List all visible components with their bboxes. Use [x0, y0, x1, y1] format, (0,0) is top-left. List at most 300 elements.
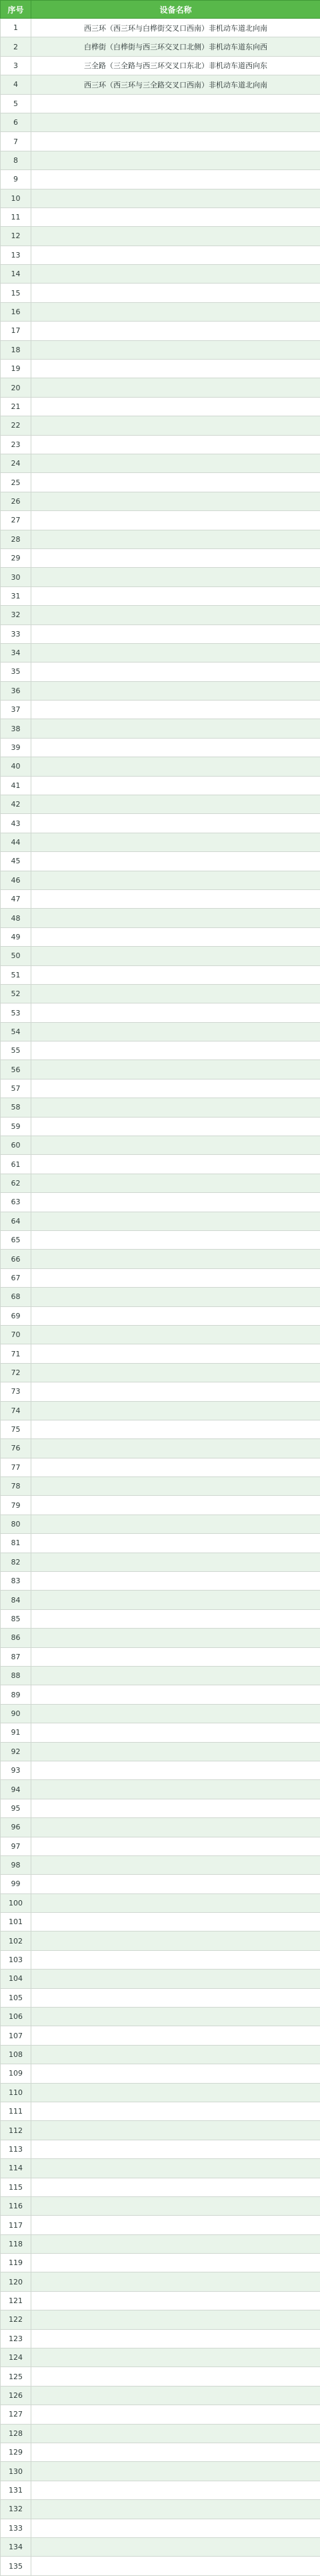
header-row: [1, 1, 320, 19]
device-name-cell: [31, 1818, 320, 1837]
row-number: 102: [1, 1931, 31, 1950]
table-row: [1, 643, 320, 662]
table-row: [1, 207, 320, 226]
row-number: 27: [1, 511, 31, 530]
device-name-cell: [31, 94, 320, 113]
table-row: [1, 1136, 320, 1155]
row-number: 59: [1, 1117, 31, 1136]
device-name-cell: [31, 1572, 320, 1591]
device-name-cell: [31, 151, 320, 169]
row-number: 29: [1, 548, 31, 567]
device-name-cell: [31, 2291, 320, 2310]
table-row: [1, 2234, 320, 2253]
table-row: [1, 871, 320, 889]
table-row: [1, 1003, 320, 1022]
device-name-cell: [31, 2159, 320, 2178]
row-number: 89: [1, 1685, 31, 1704]
device-name-cell: [31, 548, 320, 567]
device-name-cell: [31, 1666, 320, 1685]
table-row: [1, 548, 320, 567]
device-name-cell: [31, 1420, 320, 1438]
device-name-cell: [31, 1079, 320, 1098]
row-number: 119: [1, 2254, 31, 2272]
device-name-cell: [31, 1837, 320, 1855]
device-name-cell: [31, 2216, 320, 2234]
row-number: 86: [1, 1629, 31, 1647]
device-name-cell: [31, 1117, 320, 1136]
table-row: [1, 1837, 320, 1855]
device-name-cell: [31, 984, 320, 1003]
table-row: [1, 1572, 320, 1591]
table-row: [1, 2254, 320, 2272]
device-name-cell: [31, 738, 320, 757]
table-row: [1, 681, 320, 700]
row-number: 87: [1, 1647, 31, 1666]
row-number: 128: [1, 2424, 31, 2443]
device-name-cell: [31, 757, 320, 776]
row-number: 30: [1, 568, 31, 586]
table-row: [1, 1306, 320, 1325]
row-number: 61: [1, 1155, 31, 1174]
device-name-cell: [31, 1250, 320, 1268]
table-row: [1, 360, 320, 378]
row-number: 22: [1, 416, 31, 435]
table-row: [1, 2329, 320, 2348]
row-number: 16: [1, 302, 31, 321]
table-row: [1, 1212, 320, 1230]
table-row: [1, 2083, 320, 2102]
table-row: [1, 965, 320, 984]
table-row: [1, 1704, 320, 1723]
device-name-cell: [31, 624, 320, 643]
table-row: [1, 2291, 320, 2310]
row-number: 13: [1, 246, 31, 264]
device-name-cell: [31, 189, 320, 207]
table-row: [1, 170, 320, 189]
device-name-cell: [31, 1913, 320, 1931]
row-number: 133: [1, 2519, 31, 2537]
device-name-cell: [31, 1761, 320, 1779]
row-number: 5: [1, 94, 31, 113]
table-row: [1, 1913, 320, 1931]
device-name-cell: [31, 1477, 320, 1496]
device-name-cell: [31, 132, 320, 151]
table-row: [1, 132, 320, 151]
table-row: [1, 1515, 320, 1533]
device-name-cell: [31, 1742, 320, 1761]
table-row: [1, 568, 320, 586]
device-name-cell: [31, 1988, 320, 2007]
row-number: 55: [1, 1041, 31, 1060]
table-row: [1, 492, 320, 510]
row-number: 54: [1, 1022, 31, 1041]
device-name-cell: [31, 1950, 320, 1969]
row-number: 17: [1, 322, 31, 340]
table-row: [1, 586, 320, 605]
row-number: 77: [1, 1458, 31, 1476]
row-number: 52: [1, 984, 31, 1003]
device-name-cell: [31, 2045, 320, 2064]
row-number: 46: [1, 871, 31, 889]
table-row: [1, 189, 320, 207]
table-row: [1, 265, 320, 284]
row-number: 106: [1, 2008, 31, 2026]
table-row: [1, 1382, 320, 1401]
table-row: [1, 1761, 320, 1779]
table-row: [1, 1685, 320, 1704]
row-number: 38: [1, 719, 31, 738]
table-row: [1, 833, 320, 851]
table-row: [1, 1970, 320, 1988]
device-name-cell: [31, 378, 320, 397]
table-row: [1, 227, 320, 246]
row-number: 74: [1, 1401, 31, 1420]
device-name-cell: [31, 1534, 320, 1553]
table-row: [1, 37, 320, 56]
device-name-cell: 西三环（西三环与白桦街交叉口西南）非机动车道北向南: [31, 19, 320, 37]
device-name-cell: [31, 1893, 320, 1912]
row-number: 91: [1, 1723, 31, 1742]
table-row: [1, 2519, 320, 2537]
device-name-cell: [31, 2310, 320, 2329]
table-row: [1, 2424, 320, 2443]
table-row: [1, 1458, 320, 1476]
row-number: 73: [1, 1382, 31, 1401]
row-number: 99: [1, 1875, 31, 1893]
device-name-cell: [31, 2140, 320, 2158]
device-name-cell: [31, 1041, 320, 1060]
table-row: [1, 2102, 320, 2120]
row-number: 34: [1, 643, 31, 662]
table-row: [1, 1060, 320, 1079]
row-number: 45: [1, 852, 31, 871]
table-row: [1, 2537, 320, 2556]
device-name-cell: [31, 2234, 320, 2253]
table-row: [1, 889, 320, 908]
device-name-cell: [31, 947, 320, 965]
row-number: 10: [1, 189, 31, 207]
device-name-cell: [31, 701, 320, 719]
table-row: [1, 1742, 320, 1761]
table-row: [1, 2008, 320, 2026]
table-row: [1, 1439, 320, 1458]
device-name-cell: [31, 2348, 320, 2367]
device-name-cell: [31, 340, 320, 359]
row-number: 78: [1, 1477, 31, 1496]
device-name-cell: [31, 1060, 320, 1079]
table-row: [1, 606, 320, 624]
table-row: [1, 56, 320, 75]
table-row: [1, 1231, 320, 1250]
row-number: 129: [1, 2443, 31, 2462]
row-number: 26: [1, 492, 31, 510]
table-row: [1, 776, 320, 795]
table-body: [1, 19, 320, 2576]
table-row: [1, 2045, 320, 2064]
table-row: [1, 2405, 320, 2424]
row-number: 130: [1, 2462, 31, 2481]
row-number: 66: [1, 1250, 31, 1268]
table-row: [1, 302, 320, 321]
table-row: [1, 927, 320, 946]
table-row: [1, 2500, 320, 2519]
table-row: [1, 416, 320, 435]
row-number: 40: [1, 757, 31, 776]
header-device-name: 设备名称: [31, 1, 320, 19]
device-name-cell: [31, 586, 320, 605]
row-number: 135: [1, 2557, 31, 2575]
device-name-cell: [31, 2443, 320, 2462]
table-row: [1, 2064, 320, 2083]
device-name-cell: [31, 2367, 320, 2386]
table-row: [1, 1988, 320, 2007]
table-row: [1, 795, 320, 814]
row-number: 118: [1, 2234, 31, 2253]
device-name-cell: [31, 1401, 320, 1420]
table-row: [1, 2121, 320, 2140]
row-number: 21: [1, 397, 31, 416]
table-row: [1, 947, 320, 965]
table-row: [1, 1723, 320, 1742]
row-number: 107: [1, 2026, 31, 2045]
table-row: [1, 511, 320, 530]
row-number: 65: [1, 1231, 31, 1250]
row-number: 131: [1, 2481, 31, 2499]
device-name-cell: [31, 1136, 320, 1155]
row-number: 83: [1, 1572, 31, 1591]
table-row: [1, 1666, 320, 1685]
row-number: 114: [1, 2159, 31, 2178]
device-name-cell: [31, 663, 320, 681]
device-name-cell: 三全路（三全路与西三环交叉口东北）非机动车道西向东: [31, 56, 320, 75]
device-name-cell: [31, 1458, 320, 1476]
device-name-cell: [31, 113, 320, 131]
device-name-cell: [31, 795, 320, 814]
table-row: [1, 1288, 320, 1306]
table-row: [1, 1609, 320, 1628]
device-name-cell: [31, 2424, 320, 2443]
device-name-cell: [31, 2481, 320, 2499]
row-number: 76: [1, 1439, 31, 1458]
device-name-cell: [31, 927, 320, 946]
device-name-cell: [31, 284, 320, 302]
device-name-cell: [31, 2537, 320, 2556]
table-row: [1, 852, 320, 871]
device-name-cell: [31, 322, 320, 340]
table-row: [1, 2348, 320, 2367]
row-number: 33: [1, 624, 31, 643]
device-name-cell: [31, 643, 320, 662]
table-row: [1, 1496, 320, 1515]
row-number: 14: [1, 265, 31, 284]
row-number: 88: [1, 1666, 31, 1685]
table-row: [1, 624, 320, 643]
table-row: [1, 1401, 320, 1420]
row-number: 132: [1, 2500, 31, 2519]
table-row: [1, 1022, 320, 1041]
row-number: 112: [1, 2121, 31, 2140]
device-name-cell: [31, 1098, 320, 1117]
row-number: 9: [1, 170, 31, 189]
device-name-cell: [31, 1496, 320, 1515]
table-row: [1, 2443, 320, 2462]
device-name-cell: [31, 776, 320, 795]
row-number: 12: [1, 227, 31, 246]
row-number: 41: [1, 776, 31, 795]
row-number: 3: [1, 56, 31, 75]
row-number: 2: [1, 37, 31, 56]
device-name-cell: 西三环（西三环与三全路交叉口西南）非机动车道北向南: [31, 75, 320, 94]
row-number: 1: [1, 19, 31, 37]
row-number: 92: [1, 1742, 31, 1761]
device-name-cell: [31, 889, 320, 908]
row-number: 116: [1, 2196, 31, 2215]
row-number: 95: [1, 1799, 31, 1817]
table-row: [1, 1950, 320, 1969]
row-number: 19: [1, 360, 31, 378]
device-name-cell: [31, 2026, 320, 2045]
row-number: 37: [1, 701, 31, 719]
device-name-cell: [31, 833, 320, 851]
table-row: [1, 454, 320, 472]
row-number: 44: [1, 833, 31, 851]
device-name-cell: [31, 1931, 320, 1950]
table-row: [1, 1591, 320, 1609]
table-row: [1, 1553, 320, 1571]
row-number: 70: [1, 1325, 31, 1344]
table-row: [1, 1893, 320, 1912]
row-number: 15: [1, 284, 31, 302]
table-row: [1, 1818, 320, 1837]
device-name-cell: [31, 2386, 320, 2405]
row-number: 43: [1, 814, 31, 833]
device-name-cell: [31, 1647, 320, 1666]
table-row: [1, 1268, 320, 1287]
row-number: 101: [1, 1913, 31, 1931]
device-name-cell: [31, 1306, 320, 1325]
row-number: 82: [1, 1553, 31, 1571]
header-number: 序号: [1, 1, 31, 19]
row-number: 69: [1, 1306, 31, 1325]
row-number: 4: [1, 75, 31, 94]
table-row: [1, 1420, 320, 1438]
row-number: 125: [1, 2367, 31, 2386]
table-row: [1, 701, 320, 719]
device-name-cell: [31, 2519, 320, 2537]
table-row: [1, 1250, 320, 1268]
row-number: 28: [1, 530, 31, 548]
row-number: 25: [1, 473, 31, 492]
device-name-cell: [31, 1325, 320, 1344]
row-number: 6: [1, 113, 31, 131]
device-name-cell: [31, 2500, 320, 2519]
device-name-cell: [31, 1344, 320, 1363]
table-row: [1, 2026, 320, 2045]
device-name-cell: [31, 170, 320, 189]
device-name-cell: [31, 1231, 320, 1250]
row-number: 63: [1, 1193, 31, 1212]
table-row: [1, 19, 320, 37]
device-name-cell: [31, 681, 320, 700]
device-name-cell: [31, 473, 320, 492]
row-number: 126: [1, 2386, 31, 2405]
row-number: 7: [1, 132, 31, 151]
device-name-cell: [31, 2064, 320, 2083]
row-number: 85: [1, 1609, 31, 1628]
device-name-cell: [31, 492, 320, 510]
device-name-cell: [31, 2102, 320, 2120]
device-name-cell: [31, 302, 320, 321]
device-name-cell: [31, 719, 320, 738]
device-name-cell: [31, 246, 320, 264]
table-row: [1, 1041, 320, 1060]
row-number: 94: [1, 1780, 31, 1799]
table-row: [1, 1363, 320, 1382]
device-name-cell: [31, 852, 320, 871]
table-row: [1, 909, 320, 927]
row-number: 104: [1, 1970, 31, 1988]
table-row: [1, 1647, 320, 1666]
row-number: 71: [1, 1344, 31, 1363]
row-number: 49: [1, 927, 31, 946]
row-number: 105: [1, 1988, 31, 2007]
device-name-cell: [31, 207, 320, 226]
device-name-cell: [31, 606, 320, 624]
row-number: 110: [1, 2083, 31, 2102]
table-row: [1, 284, 320, 302]
row-number: 20: [1, 378, 31, 397]
device-name-cell: [31, 1629, 320, 1647]
device-name-cell: [31, 416, 320, 435]
row-number: 134: [1, 2537, 31, 2556]
table-row: [1, 1098, 320, 1117]
table-row: [1, 2196, 320, 2215]
table-row: [1, 1193, 320, 1212]
table-row: [1, 397, 320, 416]
row-number: 53: [1, 1003, 31, 1022]
row-number: 79: [1, 1496, 31, 1515]
device-name-cell: [31, 1780, 320, 1799]
device-name-cell: [31, 265, 320, 284]
table-row: [1, 94, 320, 113]
table-row: [1, 2367, 320, 2386]
row-number: 120: [1, 2272, 31, 2291]
device-name-cell: [31, 1855, 320, 1874]
table-row: [1, 757, 320, 776]
device-name-cell: [31, 871, 320, 889]
row-number: 123: [1, 2329, 31, 2348]
table-row: [1, 984, 320, 1003]
row-number: 103: [1, 1950, 31, 1969]
table-row: [1, 322, 320, 340]
row-number: 50: [1, 947, 31, 965]
device-name-cell: [31, 227, 320, 246]
device-name-cell: [31, 568, 320, 586]
row-number: 117: [1, 2216, 31, 2234]
table-row: [1, 2310, 320, 2329]
table-row: [1, 1799, 320, 1817]
device-name-cell: [31, 1591, 320, 1609]
table-row: [1, 1629, 320, 1647]
device-name-cell: [31, 814, 320, 833]
device-name-cell: [31, 360, 320, 378]
row-number: 23: [1, 435, 31, 454]
row-number: 93: [1, 1761, 31, 1779]
table-row: [1, 2140, 320, 2158]
device-name-cell: [31, 1212, 320, 1230]
row-number: 51: [1, 965, 31, 984]
device-name-cell: [31, 1609, 320, 1628]
